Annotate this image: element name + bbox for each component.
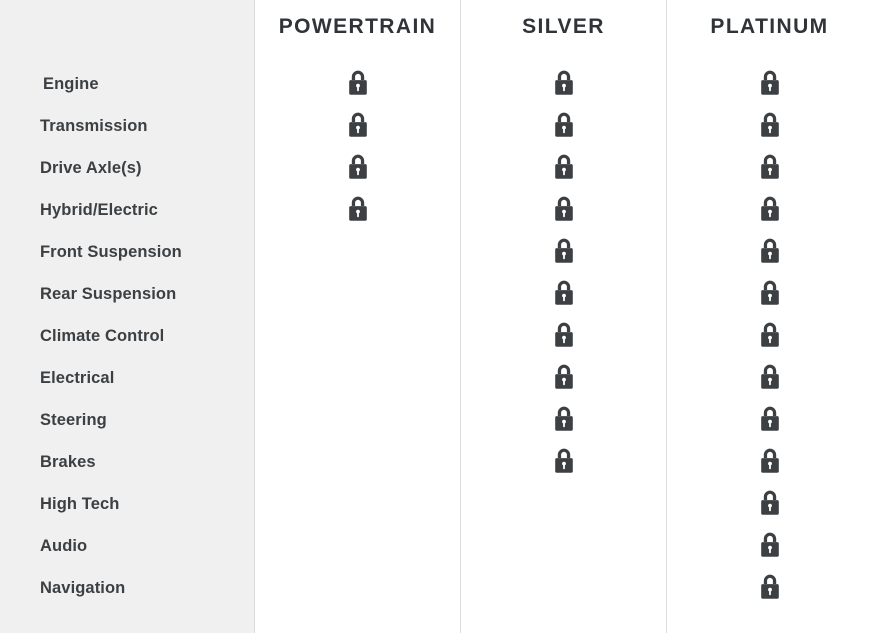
coverage-cell-empty <box>347 364 369 390</box>
lock-icon <box>759 154 781 180</box>
coverage-cell-empty <box>347 238 369 264</box>
lock-icon <box>553 154 575 180</box>
coverage-cell-empty <box>553 574 575 600</box>
coverage-cell <box>461 188 666 230</box>
lock-icon <box>759 196 781 222</box>
plan-cells-powertrain <box>255 62 460 608</box>
coverage-cell <box>667 62 872 104</box>
coverage-cell-empty <box>347 448 369 474</box>
lock-icon <box>759 280 781 306</box>
feature-row-navigation: Navigation <box>40 579 126 597</box>
coverage-cell <box>667 146 872 188</box>
lock-icon <box>553 70 575 96</box>
feature-row-engine: Engine <box>43 75 99 93</box>
coverage-cell <box>461 440 666 482</box>
plan-header-platinum: PLATINUM <box>710 14 829 38</box>
lock-icon <box>553 364 575 390</box>
coverage-cell <box>461 62 666 104</box>
coverage-cell <box>461 524 666 566</box>
feature-list <box>0 63 254 609</box>
coverage-cell <box>461 482 666 524</box>
feature-row-brakes: Brakes <box>40 453 96 471</box>
feature-row-electrical: Electrical <box>40 369 115 387</box>
coverage-cell <box>461 146 666 188</box>
coverage-cell <box>255 482 460 524</box>
coverage-cell <box>667 482 872 524</box>
lock-icon <box>759 532 781 558</box>
coverage-cell-empty <box>347 574 369 600</box>
feature-column <box>0 0 254 633</box>
feature-row-rear-suspension: Rear Suspension <box>40 285 177 303</box>
coverage-cell <box>461 272 666 314</box>
coverage-cell <box>667 272 872 314</box>
coverage-cell-empty <box>347 490 369 516</box>
coverage-cell <box>667 566 872 608</box>
coverage-cell <box>461 230 666 272</box>
coverage-cell <box>255 524 460 566</box>
coverage-cell <box>255 62 460 104</box>
lock-icon <box>759 112 781 138</box>
coverage-cell <box>667 398 872 440</box>
coverage-cell <box>461 566 666 608</box>
coverage-cell <box>255 230 460 272</box>
feature-row-high-tech: High Tech <box>40 495 120 513</box>
coverage-cell <box>255 314 460 356</box>
lock-icon <box>553 238 575 264</box>
coverage-cell-empty <box>347 280 369 306</box>
coverage-cell <box>255 440 460 482</box>
lock-icon <box>759 70 781 96</box>
coverage-cell <box>667 440 872 482</box>
lock-icon <box>347 70 369 96</box>
coverage-cell <box>255 566 460 608</box>
coverage-cell <box>667 314 872 356</box>
lock-icon <box>759 448 781 474</box>
lock-icon <box>759 574 781 600</box>
coverage-cell-empty <box>347 406 369 432</box>
coverage-cell <box>461 314 666 356</box>
coverage-cell <box>667 524 872 566</box>
coverage-cell <box>255 104 460 146</box>
plan-cells-platinum <box>667 62 872 608</box>
lock-icon <box>347 196 369 222</box>
coverage-cell <box>255 272 460 314</box>
coverage-cell-empty <box>553 490 575 516</box>
feature-row-transmission: Transmission <box>40 117 148 135</box>
plan-cells-silver <box>461 62 666 608</box>
feature-row-front-suspension: Front Suspension <box>40 243 182 261</box>
plan-header-powertrain: POWERTRAIN <box>278 14 437 38</box>
coverage-cell <box>667 188 872 230</box>
lock-icon <box>553 322 575 348</box>
coverage-cell-empty <box>347 322 369 348</box>
coverage-cell-empty <box>553 532 575 558</box>
feature-row-hybrid-electric: Hybrid/Electric <box>40 201 158 219</box>
feature-row-audio: Audio <box>40 537 88 555</box>
coverage-cell <box>255 398 460 440</box>
coverage-cell <box>255 188 460 230</box>
coverage-cell <box>461 356 666 398</box>
lock-icon <box>759 322 781 348</box>
plan-header-silver: SILVER <box>522 14 605 38</box>
lock-icon <box>553 196 575 222</box>
lock-icon <box>347 154 369 180</box>
lock-icon <box>553 280 575 306</box>
coverage-cell <box>667 230 872 272</box>
coverage-cell <box>667 104 872 146</box>
lock-icon <box>759 238 781 264</box>
lock-icon <box>553 448 575 474</box>
lock-icon <box>759 406 781 432</box>
lock-icon <box>347 112 369 138</box>
coverage-cell <box>461 398 666 440</box>
lock-icon <box>553 112 575 138</box>
plan-column-silver <box>460 0 666 633</box>
lock-icon <box>553 406 575 432</box>
coverage-cell <box>255 356 460 398</box>
feature-row-drive-axles: Drive Axle(s) <box>40 159 142 177</box>
feature-row-steering: Steering <box>40 411 107 429</box>
plan-column-powertrain <box>254 0 460 633</box>
coverage-cell <box>255 146 460 188</box>
coverage-cell-empty <box>347 532 369 558</box>
lock-icon <box>759 490 781 516</box>
feature-row-climate-control: Climate Control <box>40 327 165 345</box>
feature-column-header <box>0 0 254 53</box>
coverage-cell <box>461 104 666 146</box>
coverage-cell <box>667 356 872 398</box>
lock-icon <box>759 364 781 390</box>
plan-column-platinum <box>666 0 872 633</box>
